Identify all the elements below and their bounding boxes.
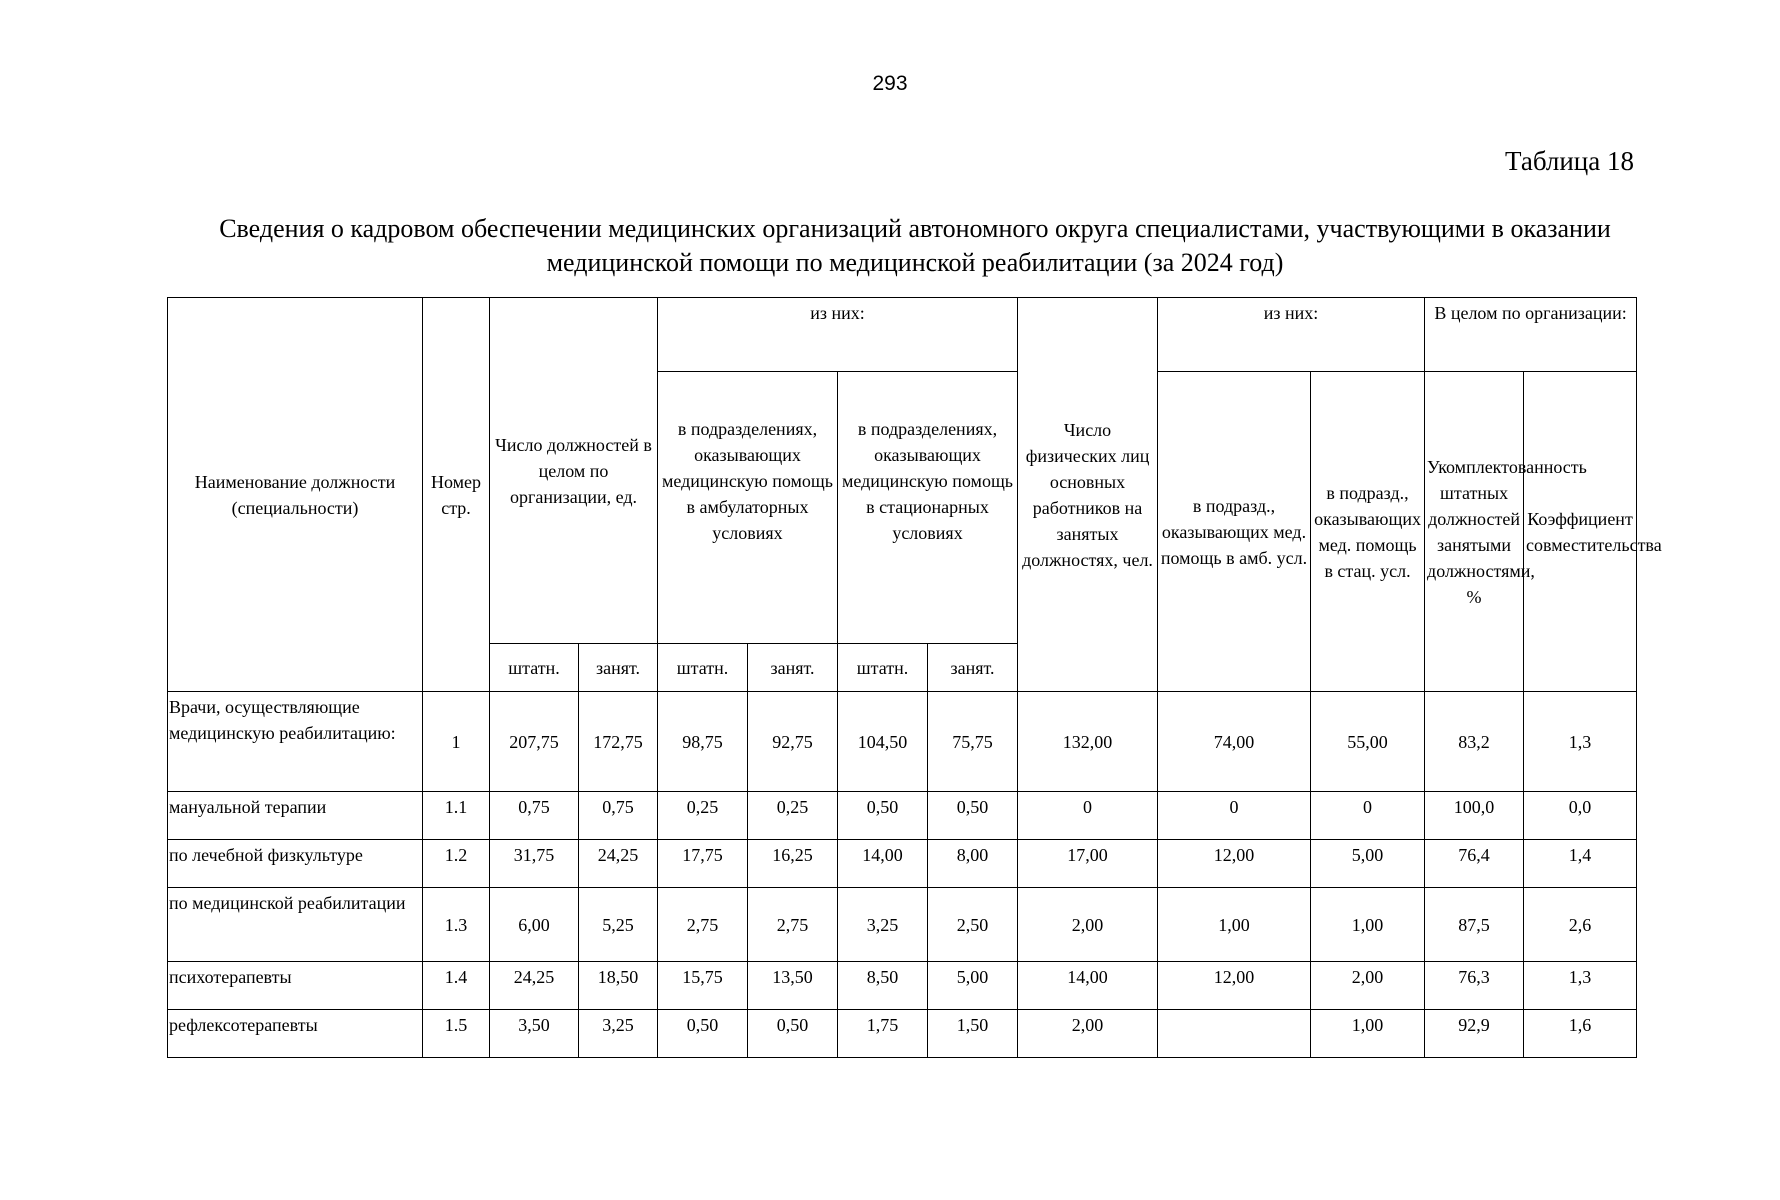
cell-amb-occupied: 16,25 <box>748 840 838 888</box>
subheader-occupied: занят. <box>748 644 838 692</box>
row-name: по медицинской реабилитации <box>168 888 423 962</box>
subheader-occupied: занят. <box>928 644 1018 692</box>
cell-persons-amb: 0 <box>1158 792 1311 840</box>
cell-amb-staff: 0,25 <box>658 792 748 840</box>
subheader-staff: штатн. <box>658 644 748 692</box>
cell-stat-occupied: 5,00 <box>928 962 1018 1010</box>
cell-coefficient: 2,6 <box>1524 888 1637 962</box>
row-name: Врачи, осуществляющие медицинскую реабилитацию: <box>168 692 423 792</box>
table-row <box>168 962 1637 1010</box>
table-row <box>168 1010 1637 1058</box>
cell-total-occupied: 18,50 <box>579 962 658 1010</box>
cell-stat-occupied: 0,50 <box>928 792 1018 840</box>
cell-staffing-percent: 92,9 <box>1425 1010 1524 1058</box>
cell-persons-amb: 12,00 <box>1158 840 1311 888</box>
page-number: 293 <box>872 72 908 95</box>
cell-amb-occupied: 13,50 <box>748 962 838 1010</box>
cell-stat-occupied: 2,50 <box>928 888 1018 962</box>
cell-persons-stat: 1,00 <box>1311 888 1425 962</box>
cell-amb-staff: 15,75 <box>658 962 748 1010</box>
subheader-staff: штатн. <box>838 644 928 692</box>
cell-staffing-percent: 87,5 <box>1425 888 1524 962</box>
cell-coefficient: 1,3 <box>1524 692 1637 792</box>
row-name: психотерапевты <box>168 962 423 1010</box>
cell-persons-stat: 55,00 <box>1311 692 1425 792</box>
header-positions-total: Число должностей в целом по организации, ед. <box>490 298 658 644</box>
header-org-total: В целом по организации: <box>1425 298 1637 372</box>
header-row-number: Номер стр. <box>423 298 490 692</box>
cell-stat-occupied: 75,75 <box>928 692 1018 792</box>
subheader-staff: штатн. <box>490 644 579 692</box>
row-number: 1.5 <box>423 1010 490 1058</box>
row-number: 1.4 <box>423 962 490 1010</box>
cell-amb-staff: 17,75 <box>658 840 748 888</box>
cell-staffing-percent: 76,4 <box>1425 840 1524 888</box>
cell-total-staff: 207,75 <box>490 692 579 792</box>
cell-total-occupied: 3,25 <box>579 1010 658 1058</box>
header-amb-subdivisions: в подразд., оказывающих мед. помощь в амб. усл. <box>1158 372 1311 692</box>
cell-persons: 2,00 <box>1018 888 1158 962</box>
header-staffing-percent: Укомплектованность штатных должностей занятыми должностями, % <box>1425 372 1524 692</box>
document-title: Сведения о кадровом обеспечении медицинских организаций автономного округа специалистами, участвующими в оказании медицинской помощи по медицинской реабилитации (за 2024 год) <box>219 214 1611 277</box>
cell-persons-amb: 12,00 <box>1158 962 1311 1010</box>
row-number: 1.3 <box>423 888 490 962</box>
cell-coefficient: 1,3 <box>1524 962 1637 1010</box>
cell-amb-staff: 2,75 <box>658 888 748 962</box>
header-of-them-individuals: из них: <box>1158 298 1425 372</box>
cell-persons-amb <box>1158 1010 1311 1058</box>
row-name: по лечебной физкультуре <box>168 840 423 888</box>
table-row <box>168 792 1637 840</box>
cell-amb-occupied: 0,25 <box>748 792 838 840</box>
cell-staffing-percent: 76,3 <box>1425 962 1524 1010</box>
row-name: мануальной терапии <box>168 792 423 840</box>
header-of-them-units: из них: <box>658 298 1018 372</box>
cell-total-occupied: 0,75 <box>579 792 658 840</box>
cell-total-staff: 0,75 <box>490 792 579 840</box>
subheader-occupied: занят. <box>579 644 658 692</box>
cell-persons-stat: 2,00 <box>1311 962 1425 1010</box>
row-number: 1.1 <box>423 792 490 840</box>
cell-stat-staff: 104,50 <box>838 692 928 792</box>
row-number: 1.2 <box>423 840 490 888</box>
cell-persons-amb: 1,00 <box>1158 888 1311 962</box>
row-name: рефлексотерапевты <box>168 1010 423 1058</box>
cell-persons-stat: 0 <box>1311 792 1425 840</box>
cell-persons-stat: 1,00 <box>1311 1010 1425 1058</box>
table-label: Таблица 18 <box>1505 146 1634 176</box>
cell-staffing-percent: 83,2 <box>1425 692 1524 792</box>
cell-amb-occupied: 92,75 <box>748 692 838 792</box>
cell-stat-occupied: 8,00 <box>928 840 1018 888</box>
table-row <box>168 840 1637 888</box>
cell-stat-staff: 8,50 <box>838 962 928 1010</box>
header-inpatient-units: в подразделениях, оказывающих медицинскую помощь в стационарных условиях <box>838 372 1018 644</box>
header-stat-subdivisions: в подразд., оказывающих мед. помощь в стац. усл. <box>1311 372 1425 692</box>
cell-persons: 132,00 <box>1018 692 1158 792</box>
cell-amb-occupied: 2,75 <box>748 888 838 962</box>
table-row <box>168 888 1637 962</box>
header-coefficient: Коэффициент совместительства <box>1524 372 1637 692</box>
cell-persons-stat: 5,00 <box>1311 840 1425 888</box>
cell-stat-occupied: 1,50 <box>928 1010 1018 1058</box>
cell-coefficient: 1,6 <box>1524 1010 1637 1058</box>
header-individuals: Число физических лиц основных работников на занятых должностях, чел. <box>1018 298 1158 692</box>
cell-persons: 0 <box>1018 792 1158 840</box>
cell-persons-amb: 74,00 <box>1158 692 1311 792</box>
cell-total-occupied: 5,25 <box>579 888 658 962</box>
cell-stat-staff: 3,25 <box>838 888 928 962</box>
cell-total-staff: 31,75 <box>490 840 579 888</box>
cell-total-staff: 24,25 <box>490 962 579 1010</box>
cell-persons: 17,00 <box>1018 840 1158 888</box>
cell-amb-occupied: 0,50 <box>748 1010 838 1058</box>
cell-persons: 14,00 <box>1018 962 1158 1010</box>
header-name: Наименование должности (специальности) <box>168 298 423 692</box>
cell-coefficient: 1,4 <box>1524 840 1637 888</box>
cell-coefficient: 0,0 <box>1524 792 1637 840</box>
cell-amb-staff: 0,50 <box>658 1010 748 1058</box>
cell-stat-staff: 14,00 <box>838 840 928 888</box>
row-number: 1 <box>423 692 490 792</box>
cell-total-staff: 3,50 <box>490 1010 579 1058</box>
cell-total-staff: 6,00 <box>490 888 579 962</box>
cell-stat-staff: 1,75 <box>838 1010 928 1058</box>
cell-total-occupied: 24,25 <box>579 840 658 888</box>
staffing-table <box>167 297 1662 1058</box>
table-row <box>168 692 1637 792</box>
cell-total-occupied: 172,75 <box>579 692 658 792</box>
cell-stat-staff: 0,50 <box>838 792 928 840</box>
cell-persons: 2,00 <box>1018 1010 1158 1058</box>
cell-amb-staff: 98,75 <box>658 692 748 792</box>
header-ambulatory-units: в подразделениях, оказывающих медицинскую помощь в амбулаторных условиях <box>658 372 838 644</box>
cell-staffing-percent: 100,0 <box>1425 792 1524 840</box>
